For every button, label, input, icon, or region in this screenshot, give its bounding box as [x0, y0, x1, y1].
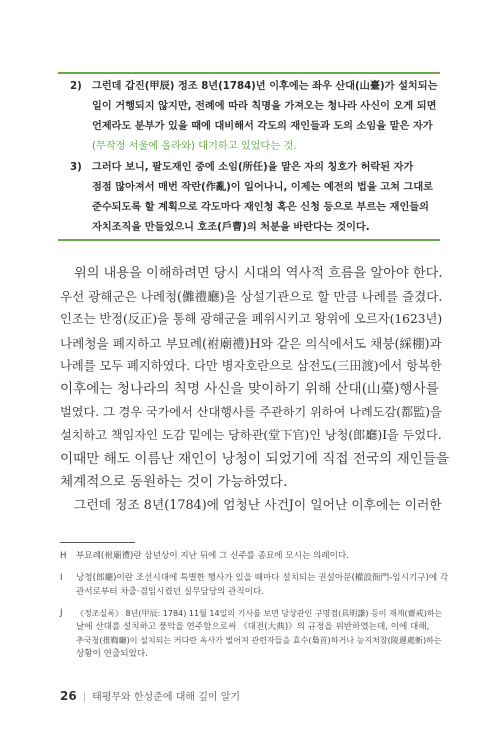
quote-item-3-number: 3): [70, 162, 82, 173]
running-title: 태평무와 한성준에 대해 깊이 알기: [92, 692, 241, 703]
footnote-line: 낭청(郎廳)이란 조선시대에 특별한 행사가 있을 때마다 설치되는 권설아문(權設衙門-임시기구)에 각: [76, 573, 449, 583]
footnote-i: [60, 572, 450, 599]
footnote-line: 《정조실록》 8년(甲辰: 1784) 11월 14일의 기사를 보면 당상관인 구명겸(具明謙) 등이 재계(齋戒)하는: [76, 609, 443, 618]
quote-line: 점점 많아져서 매번 작란(作亂)이 일어나니, 이제는 예전의 법을 고쳐 그대로: [92, 182, 434, 193]
footnote-line: 부묘례(祔廟禮)란 삼년상이 지난 뒤에 그 신주를 종묘에 모시는 의례이다.: [76, 551, 349, 561]
quote-line: 언제라도 분부가 있을 때에 대비해서 각도의 재인들과 도의 소임을 맡은 자가: [92, 121, 433, 132]
body-line: 체계적으로 동원하는 것이 가능하였다.: [60, 473, 288, 490]
body-line: 이후에는 청나라의 칙명 사신을 맞이하기 위해 산대(山臺)행사를: [60, 381, 439, 398]
footnote-label: I: [60, 573, 63, 583]
quote-item-3: [70, 158, 440, 238]
quote-line: 그러다 보니, 팔도재인 중에 소임(所任)을 맡은 자의 칭호가 허락된 자가: [92, 162, 414, 173]
quote-line: 자치조직을 만들었으니 호조(戶曹)의 처분을 바란다는 것이다.: [92, 222, 370, 233]
body-line: 나례를 모두 폐지하였다. 다만 병자호란으로 삼전도(三田渡)에서 항복한: [60, 358, 442, 373]
quote-item-2: [70, 77, 440, 157]
body-line: 이때만 해도 이름난 재인이 낭청이 되었기에 직접 전국의 재인들을: [60, 450, 450, 467]
body-line: 인조는 반정(反正)을 통해 광해군을 폐위시키고 왕위에 오르자(1623년): [60, 312, 443, 327]
body-line: 그런데 정조 8년(1784)에 엄청난 사건J이 일어난 이후에는 이러한: [74, 498, 442, 514]
body-line: 나례청을 폐지하고 부묘례(祔廟禮)H와 같은 의식에서도 채붕(綵棚)과: [60, 335, 442, 351]
footnote-label: J: [60, 608, 63, 618]
footnote-j: [60, 607, 450, 661]
footnote-line: 날에 산대를 설치하고 풍악을 연주함으로써 《대전(大典)》의 규정을 위반하였는데, 이에 대해,: [76, 621, 430, 632]
footnote-line: 관서로부터 차출·겸임시켰던 실무담당의 관직이다.: [76, 586, 264, 597]
quote-line-highlight: (무작정 서울에 올라와) 대기하고 있었다는 것.: [92, 141, 297, 152]
footnote-divider: [60, 542, 135, 543]
quote-line: 준수되도록 할 계획으로 각도마다 재인청 혹은 신청 등으로 부르는 재인들의: [92, 202, 429, 213]
footnote-label: H: [60, 551, 67, 561]
footnote-line: 상황이 연출되었다.: [76, 648, 148, 659]
quote-line: 일이 거행되지 않지만, 전례에 따라 칙명을 가져오는 청나라 사신이 오게 되면: [92, 101, 437, 112]
quote-item-2-number: 2): [70, 81, 82, 92]
page-footer: [60, 688, 240, 703]
footer-divider: |: [82, 692, 87, 703]
body-line: 우선 광해군은 나례청(儺禮廳)을 상설기관으로 할 만큼 나례를 즐겼다.: [60, 289, 443, 305]
page-number: 26: [60, 689, 77, 703]
quote-line: 그런데 갑진(甲辰) 정조 8년(1784)년 이후에는 좌우 산대(山臺)가 설치되는: [92, 81, 438, 92]
footnote-line: 추국청(推鞫廳)이 설치되는 커다란 옥사가 벌어져 관련자들을 효수(梟首)하거나 능지처참(陵遲處斬)하는: [76, 636, 442, 645]
body-line: 벌였다. 그 경우 국가에서 산대행사를 주관하기 위하여 나례도감(都監)을: [60, 405, 442, 420]
body-text: [60, 262, 450, 517]
body-line: 위의 내용을 이해하려면 당시 시대의 역사적 흐름을 알아야 한다.: [74, 266, 443, 281]
footnote-h: [60, 550, 450, 564]
body-line: 설치하고 책임자인 도감 밑에는 당하관(堂下官)인 낭청(郎廳)I을 두었다.: [60, 428, 442, 443]
